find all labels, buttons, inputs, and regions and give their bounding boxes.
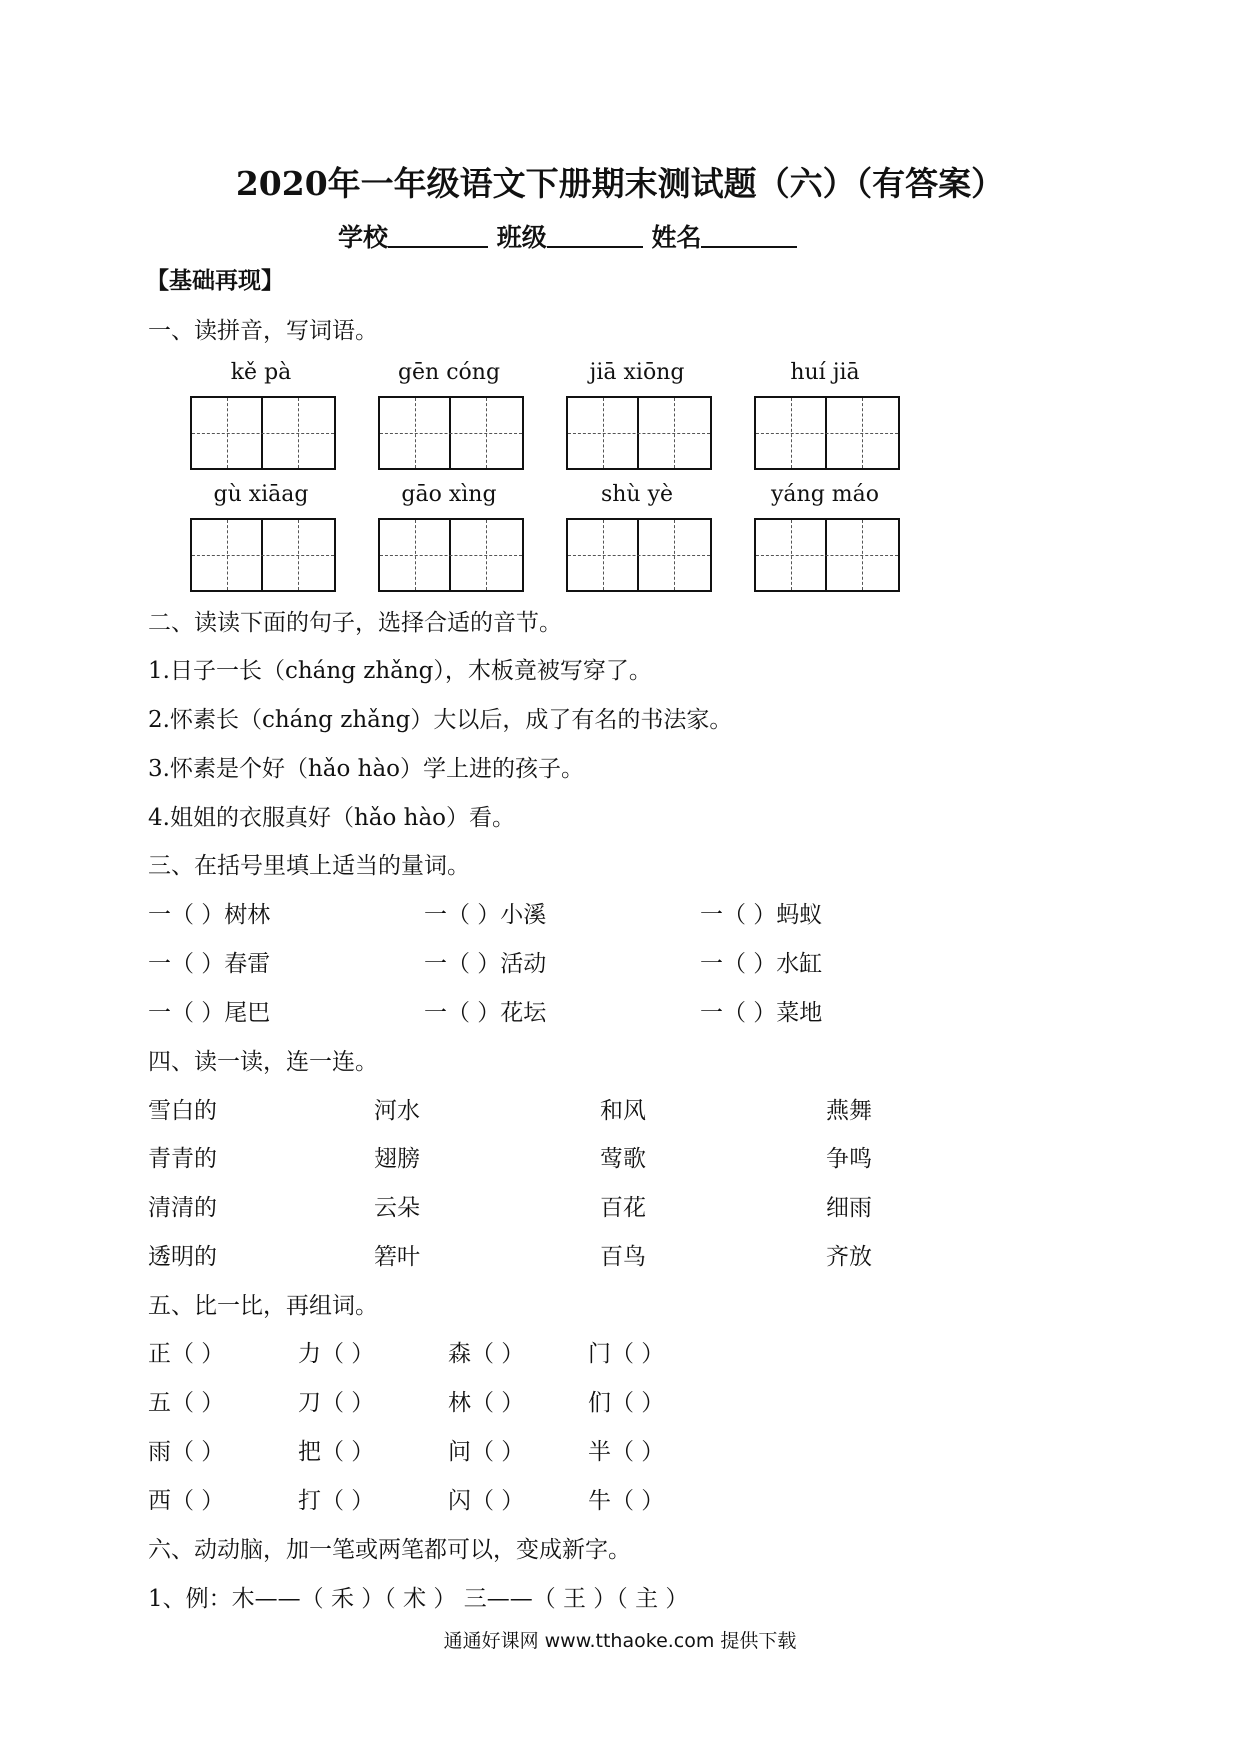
q2-title: 二、读读下面的句子，选择合适的音节。 xyxy=(148,610,562,636)
name-blank xyxy=(701,224,797,248)
name-label: 姓名 xyxy=(651,223,702,252)
tianzige-box[interactable] xyxy=(754,518,900,592)
q2-item: 1.日子一长（cháng zhǎng），木板竟被写穿了。 xyxy=(148,658,652,684)
q3-item: 一（ ）春雷 xyxy=(148,951,271,977)
tianzige-box[interactable] xyxy=(190,518,336,592)
match-item[interactable]: 云朵 xyxy=(374,1195,420,1221)
q5-item: 们（ ） xyxy=(588,1390,665,1416)
match-item[interactable]: 雪白的 xyxy=(148,1098,217,1124)
q4-title: 四、读一读，连一连。 xyxy=(148,1049,378,1075)
section-header: 【基础再现】 xyxy=(146,267,284,294)
match-item[interactable]: 百鸟 xyxy=(600,1244,646,1270)
q5-item: 力（ ） xyxy=(298,1341,375,1367)
school-label: 学校 xyxy=(338,223,389,252)
match-item[interactable]: 齐放 xyxy=(826,1244,872,1270)
q6-title: 六、动动脑，加一笔或两笔都可以，变成新字。 xyxy=(148,1537,631,1563)
tianzige-box[interactable] xyxy=(566,518,712,592)
match-item[interactable]: 清清的 xyxy=(148,1195,217,1221)
pinyin-label: gù xiāag xyxy=(213,482,309,507)
pinyin-label: gāo xìng xyxy=(401,482,497,507)
tianzige-box[interactable] xyxy=(190,396,336,470)
class-blank xyxy=(547,224,643,248)
q5-item: 森（ ） xyxy=(448,1341,525,1367)
pinyin-label: gēn cóng xyxy=(397,360,501,385)
q3-item: 一（ ）花坛 xyxy=(424,1000,547,1026)
pinyin-label: jiā xiōng xyxy=(589,360,685,385)
page-title: 2020年一年级语文下册期末测试题（六）（有答案） xyxy=(235,164,1005,203)
tianzige-box[interactable] xyxy=(754,396,900,470)
q5-title: 五、比一比，再组词。 xyxy=(148,1293,378,1319)
match-item[interactable]: 透明的 xyxy=(148,1244,217,1270)
q5-item: 把（ ） xyxy=(298,1439,375,1465)
student-info-line xyxy=(338,218,797,254)
q5-item: 闪（ ） xyxy=(448,1488,525,1514)
q5-item: 刀（ ） xyxy=(298,1390,375,1416)
q2-item: 2.怀素长（cháng zhǎng）大以后，成了有名的书法家。 xyxy=(148,707,733,733)
q3-title: 三、在括号里填上适当的量词。 xyxy=(148,853,470,879)
match-item[interactable]: 燕舞 xyxy=(826,1098,872,1124)
class-label: 班级 xyxy=(496,223,547,252)
match-item[interactable]: 争鸣 xyxy=(826,1146,872,1172)
q1-title: 一、读拼音，写词语。 xyxy=(148,318,378,344)
q5-item: 西（ ） xyxy=(148,1488,225,1514)
match-item[interactable]: 青青的 xyxy=(148,1146,217,1172)
q3-item: 一（ ）尾巴 xyxy=(148,1000,271,1026)
q3-item: 一（ ）蚂蚁 xyxy=(700,902,823,928)
footer-credit: 通通好课网 www.tthaoke.com 提供下载 xyxy=(443,1630,797,1652)
q5-item: 五（ ） xyxy=(148,1390,225,1416)
q5-item: 问（ ） xyxy=(448,1439,525,1465)
q2-item: 4.姐姐的衣服真好（hǎo hào）看。 xyxy=(148,805,516,831)
school-blank xyxy=(388,224,488,248)
tianzige-box[interactable] xyxy=(378,518,524,592)
q2-item: 3.怀素是个好（hǎo hào）学上进的孩子。 xyxy=(148,756,585,782)
q5-item: 半（ ） xyxy=(588,1439,665,1465)
match-item[interactable]: 莺歌 xyxy=(600,1146,646,1172)
pinyin-label: shù yè xyxy=(600,482,674,507)
q3-item: 一（ ）活动 xyxy=(424,951,547,977)
pinyin-label: huí jiā xyxy=(790,360,860,385)
q3-item: 一（ ）小溪 xyxy=(424,902,547,928)
q5-item: 正（ ） xyxy=(148,1341,225,1367)
q3-item: 一（ ）树林 xyxy=(148,902,271,928)
match-item[interactable]: 细雨 xyxy=(826,1195,872,1221)
q5-item: 雨（ ） xyxy=(148,1439,225,1465)
q5-item: 林（ ） xyxy=(448,1390,525,1416)
match-item[interactable]: 河水 xyxy=(374,1098,420,1124)
pinyin-label: kě pà xyxy=(230,360,292,385)
q5-item: 牛（ ） xyxy=(588,1488,665,1514)
match-item[interactable]: 箬叶 xyxy=(374,1244,420,1270)
match-item[interactable]: 和风 xyxy=(600,1098,646,1124)
pinyin-label: yáng máo xyxy=(770,482,879,507)
match-item[interactable]: 翅膀 xyxy=(374,1146,420,1172)
q3-item: 一（ ）水缸 xyxy=(700,951,823,977)
q3-item: 一（ ）菜地 xyxy=(700,1000,823,1026)
q5-item: 打（ ） xyxy=(298,1488,375,1514)
q5-item: 门（ ） xyxy=(588,1341,665,1367)
tianzige-box[interactable] xyxy=(566,396,712,470)
q6-example: 1、例：木——（ 禾 ）（ 术 ） 三——（ 王 ）（ 主 ） xyxy=(148,1586,689,1612)
match-item[interactable]: 百花 xyxy=(600,1195,646,1221)
tianzige-box[interactable] xyxy=(378,396,524,470)
